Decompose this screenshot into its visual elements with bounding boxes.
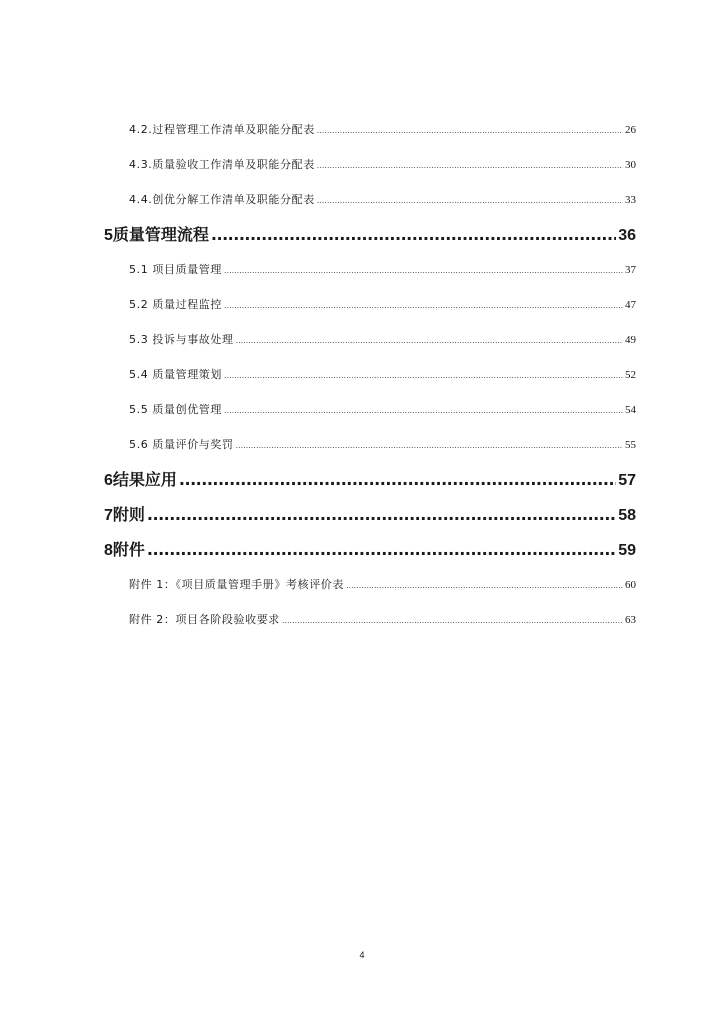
toc-entry-label: 5.2 质量过程监控 xyxy=(129,298,222,311)
dot-leader xyxy=(224,266,623,275)
toc-entry-5-1[interactable] xyxy=(129,261,636,277)
toc-page-number: 58 xyxy=(618,507,636,524)
toc-chapter-5[interactable] xyxy=(104,222,636,245)
toc-page-number: 26 xyxy=(625,124,636,136)
toc-entry-label: 附件 1：《项目质量管理手册》考核评价表 xyxy=(129,578,344,591)
toc-page-number: 54 xyxy=(625,404,636,416)
toc-chapter-6[interactable] xyxy=(104,467,636,490)
toc-chapter-label: 质量管理流程 xyxy=(112,225,209,244)
toc-entry-label: 5.1 项目质量管理 xyxy=(129,263,222,276)
dot-leader xyxy=(282,616,623,625)
toc-entry-label: 5.5 质量创优管理 xyxy=(129,403,222,416)
toc-entry-5-2[interactable] xyxy=(129,296,636,312)
toc-entry-5-3[interactable] xyxy=(129,331,636,347)
toc-entry-4-2[interactable] xyxy=(129,121,636,137)
toc-page-number: 57 xyxy=(618,472,636,489)
toc-page-number: 30 xyxy=(625,159,636,171)
toc-page-number: 55 xyxy=(625,439,636,451)
toc-entry-appendix-2[interactable] xyxy=(129,611,636,627)
toc-chapter-number: 8 xyxy=(104,542,113,559)
toc-entry-label: 5.3 投诉与事故处理 xyxy=(129,333,234,346)
toc-chapter-number: 5 xyxy=(104,227,113,244)
toc-page-number: 52 xyxy=(625,369,636,381)
dot-leader xyxy=(211,225,616,244)
dot-leader xyxy=(236,336,623,345)
dot-leader xyxy=(147,505,616,524)
toc-page-number: 59 xyxy=(618,542,636,559)
toc-chapter-label: 结果应用 xyxy=(112,470,177,489)
toc-chapter-label: 附则 xyxy=(112,505,145,524)
toc-chapter-number: 7 xyxy=(104,507,113,524)
toc-chapter-8[interactable] xyxy=(104,537,636,560)
dot-leader xyxy=(346,581,623,590)
dot-leader xyxy=(317,196,623,205)
toc-chapter-7[interactable] xyxy=(104,502,636,525)
toc-entry-label: 5.4 质量管理策划 xyxy=(129,368,222,381)
toc-entry-label: 5.6 质量评价与奖罚 xyxy=(129,438,234,451)
toc-entry-appendix-1[interactable] xyxy=(129,576,636,592)
dot-leader xyxy=(236,441,623,450)
dot-leader xyxy=(224,301,623,310)
toc-entry-5-5[interactable] xyxy=(129,401,636,417)
toc-page-number: 60 xyxy=(625,579,636,591)
dot-leader xyxy=(224,406,623,415)
toc-entry-label: 附件 2：项目各阶段验收要求 xyxy=(129,613,280,626)
dot-leader xyxy=(147,540,616,559)
dot-leader xyxy=(224,371,623,380)
toc-page-number: 49 xyxy=(625,334,636,346)
toc-entry-label: 4.2.过程管理工作清单及职能分配表 xyxy=(129,123,315,136)
toc-page-number: 33 xyxy=(625,194,636,206)
toc-entry-5-4[interactable] xyxy=(129,366,636,382)
toc-page-number: 63 xyxy=(625,614,636,626)
toc-chapter-number: 6 xyxy=(104,472,113,489)
toc-entry-label: 4.4.创优分解工作清单及职能分配表 xyxy=(129,193,315,206)
toc-page-number: 37 xyxy=(625,264,636,276)
toc-entry-label: 4.3.质量验收工作清单及职能分配表 xyxy=(129,158,315,171)
dot-leader xyxy=(317,126,623,135)
toc-entry-5-6[interactable] xyxy=(129,436,636,452)
dot-leader xyxy=(317,161,623,170)
toc-page-number: 36 xyxy=(618,227,636,244)
toc-page-number: 47 xyxy=(625,299,636,311)
page-footer-number: 4 xyxy=(359,950,365,960)
toc-entry-4-3[interactable] xyxy=(129,156,636,172)
dot-leader xyxy=(179,470,616,489)
toc-entry-4-4[interactable] xyxy=(129,191,636,207)
toc-chapter-label: 附件 xyxy=(112,540,145,559)
